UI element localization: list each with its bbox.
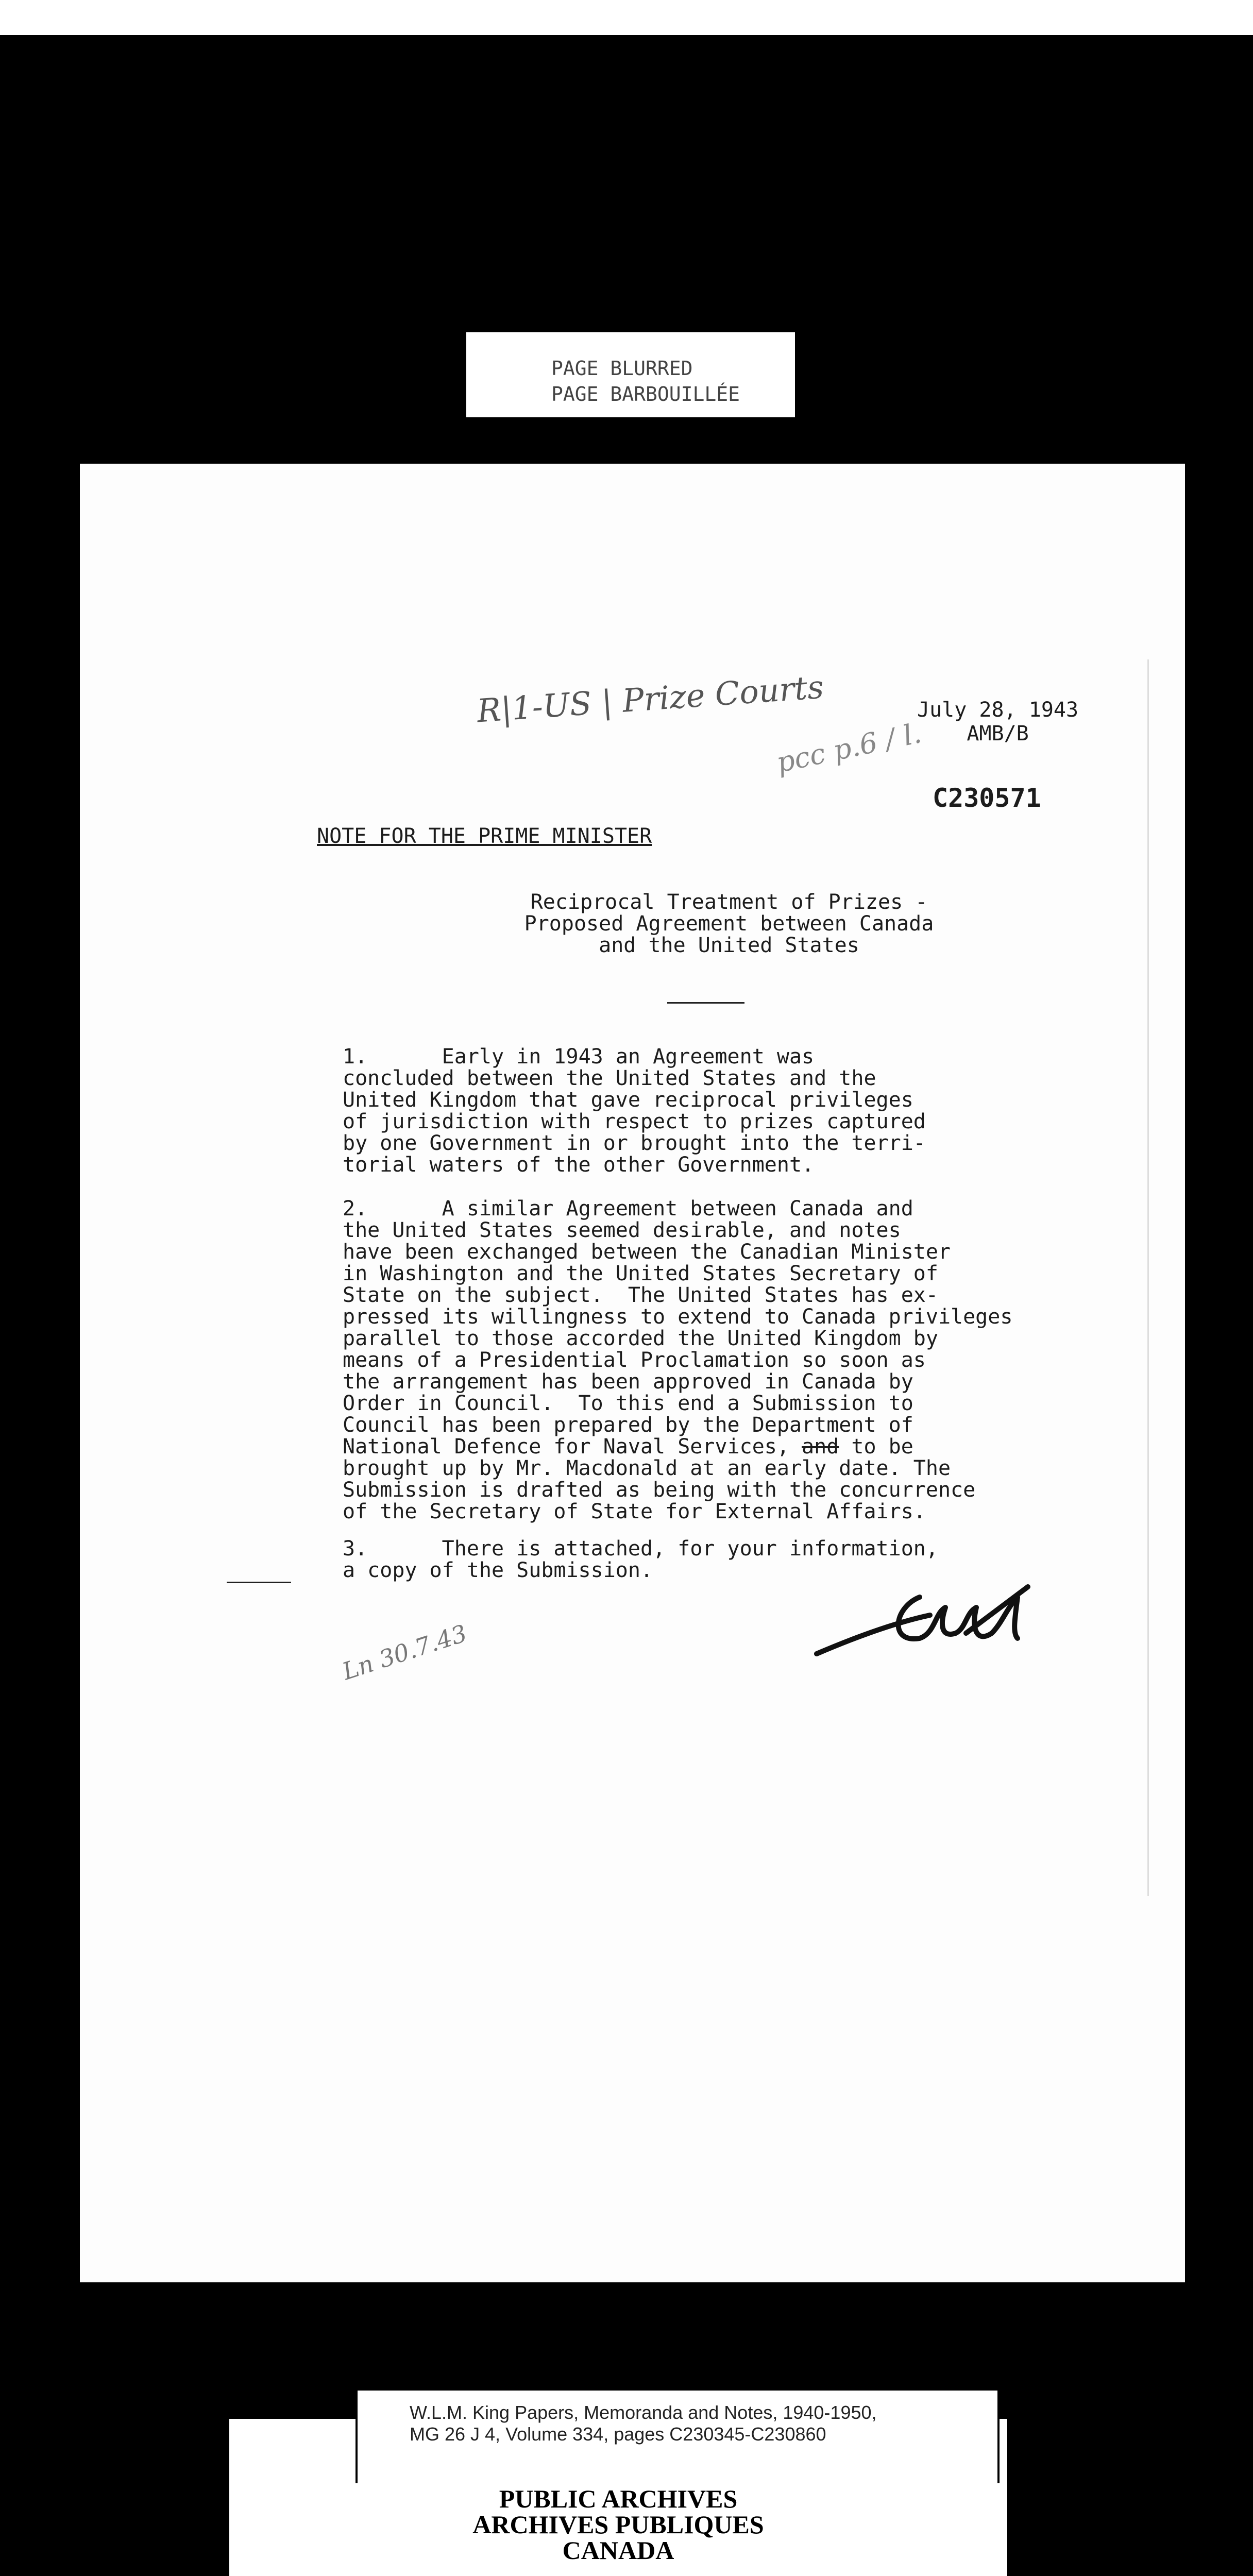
document-date: July 28, 1943 [917,698,1079,722]
archive-citation [410,2402,951,2445]
paragraph-line: Council has been prepared by the Department of [343,1413,913,1437]
paragraph-line: a copy of the Submission. [343,1558,653,1582]
paragraph-line: 1. Early in 1943 an Agreement was [343,1045,815,1069]
date-block [917,698,1078,745]
paragraph-line: pressed its willingness to extend to Canada privileges [343,1305,1013,1329]
page-edge-shadow [1147,659,1149,1896]
paragraph-line: have been exchanged between the Canadian Minister [343,1240,951,1264]
paragraph-line: Order in Council. To this end a Submission to [343,1392,913,1415]
paragraph-1 [343,1046,926,1176]
paragraph-number: 3. [343,1537,368,1561]
paragraph-line: by one Government in or brought into the terri- [343,1131,926,1155]
paragraph-line: the United States seemed desirable, and notes [343,1218,901,1242]
paragraph-line: of jurisdiction with respect to prizes captured [343,1110,926,1133]
archive-title-line: PUBLIC ARCHIVES [499,2484,738,2513]
handwritten-initial-note: Ln 30.7.43 [338,1619,470,1686]
paragraph-line: parallel to those accorded the United Kingdom by [343,1327,938,1350]
paragraph-number: 1. [343,1045,368,1069]
paragraph-line: the arrangement has been approved in Canada by [343,1370,913,1394]
stamp-line-english: PAGE BLURRED [551,357,693,380]
handwritten-margin-note: pcc p.6 / l. [773,717,924,779]
paragraph-line: in Washington and the United States Secretary of [343,1262,938,1285]
subject-line: Proposed Agreement between Canada [524,912,934,936]
paragraph-line: State on the subject. The United States has ex- [343,1283,938,1307]
paragraph-line: brought up by Mr. Macdonald at an early date. The [343,1456,951,1480]
paragraph-line: 2. A similar Agreement between Canada and [343,1197,913,1221]
struck-word: and [802,1435,839,1459]
page-blurred-stamp [466,332,795,417]
margin-mark [227,1582,291,1583]
scan-top-edge [0,0,1253,35]
stamp-line-french: PAGE BARBOUILLÉE [551,383,740,405]
subject-line: Reciprocal Treatment of Prizes - [530,890,928,914]
archive-title-line: ARCHIVES PUBLIQUES [472,2510,764,2539]
paragraph-line: United Kingdom that gave reciprocal privileges [343,1088,913,1112]
citation-line: MG 26 J 4, Volume 334, pages C230345-C230860 [410,2424,826,2445]
paragraph-line: concluded between the United States and the [343,1066,876,1090]
subject-line: and the United States [599,934,859,957]
citation-line: W.L.M. King Papers, Memoranda and Notes, 1940-1950, [410,2402,877,2423]
document-page [80,464,1185,2282]
archive-title [229,2486,1007,2563]
paragraph-line: torial waters of the other Government. [343,1153,815,1177]
archive-title-line: CANADA [562,2536,674,2565]
subject-block [471,891,987,956]
paragraph-2 [343,1198,1012,1522]
document-initials: AMB/B [967,722,1029,745]
paragraph-line: 3. There is attached, for your information, [343,1537,938,1561]
document-heading: NOTE FOR THE PRIME MINISTER [317,824,652,848]
reference-number: C230571 [933,783,1041,813]
handwritten-file-note: R|1-US | Prize Courts [476,668,825,730]
paragraph-line: of the Secretary of State for External Affairs. [343,1500,926,1523]
paragraph-number: 2. [343,1197,368,1221]
paragraph-line: National Defence for Naval Services, and to be [343,1435,913,1459]
section-divider [667,1002,744,1004]
paragraph-line: means of a Presidential Proclamation so soon as [343,1348,926,1372]
signature-icon [811,1577,1100,1659]
paragraph-3 [343,1538,938,1581]
paragraph-line: Submission is drafted as being with the concurrence [343,1478,976,1502]
